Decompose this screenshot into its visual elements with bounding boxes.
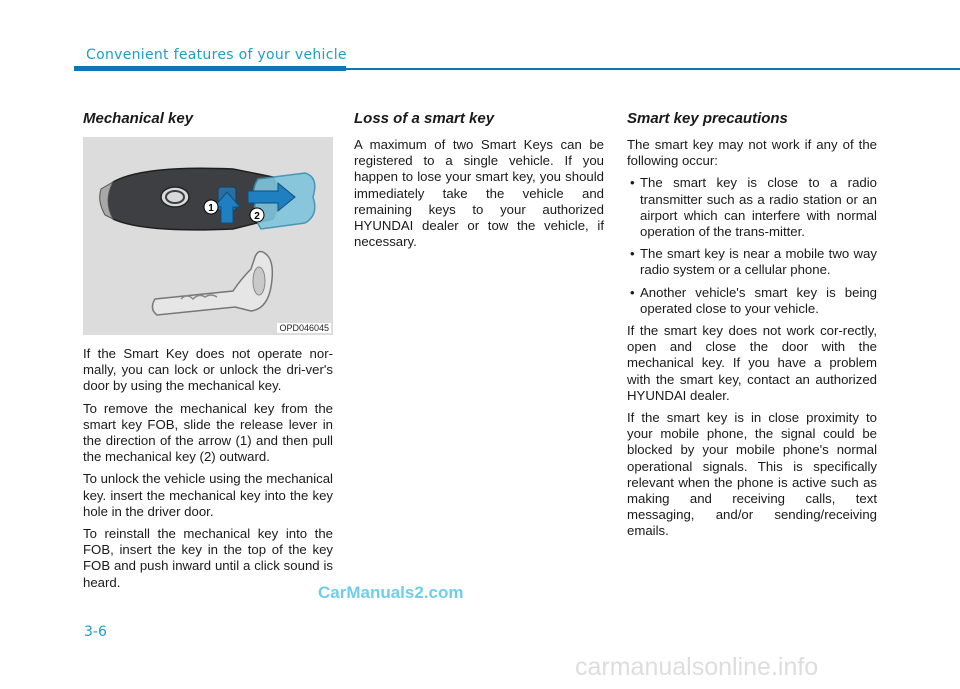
key-fob-illustration [83,137,333,335]
figure-code: OPD046045 [279,323,329,333]
precautions-list [627,175,877,317]
watermark-link[interactable]: CarManuals2.com [318,583,464,602]
mechanical-key-para: If the Smart Key does not operate nor-mally, you can lock or unlock the dri-ver's door by using the mechanical key. [83,346,333,394]
loss-heading: Loss of a smart key [354,110,495,127]
smart-key-precautions-section [627,110,877,546]
loss-of-smart-key-section [354,110,604,256]
figure-label-1: 1 [208,203,214,214]
mechanical-key-para: To unlock the vehicle using the mechanical key. insert the mechanical key into the key hole in the driver door. [83,471,333,519]
bullet-icon: • [630,246,635,262]
list-item [627,246,877,278]
page-header-title: Convenient features of your vehicle [86,47,347,63]
bullet-text: Another vehicle's smart key is being operated close to your vehicle. [640,284,877,316]
precautions-para: If the smart key does not work cor-rectly, open and close the door with the mechanical key. If you have a problem with the smart key, contact an authorized HYUNDAI dealer. [627,323,877,403]
mechanical-key-para: To remove the mechanical key from the smart key FOB, slide the release lever in the direction of the arrow (1) and then pull the mechanical key (2) outward. [83,400,333,465]
figure-label-2: 2 [254,211,260,222]
bullet-text: The smart key is near a mobile two way radio system or a cellular phone. [640,246,877,278]
list-item [627,285,877,317]
page-number: 3-6 [84,624,107,640]
watermark-text: carmanualsonline.info [575,653,819,681]
mechanical-key-section [83,110,333,597]
list-item [627,175,877,240]
bullet-text: The smart key is close to a radio transmitter such as a radio station or an airport which can interfere with normal operation of the trans-mitter. [640,175,877,240]
mechanical-key-para: To reinstall the mechanical key into the FOB, insert the key in the top of the key FOB and push inward until a click sound is heard. [83,526,333,590]
header-bar-thin [346,68,960,70]
header-bar-thick [74,66,346,71]
key-fob-figure [83,137,333,335]
loss-para: A maximum of two Smart Keys can be registered to a single vehicle. If you happen to lose your smart key, you should immediately take the vehicle and remaining keys to your authorized HYUNDAI dealer or tow the vehicle, if necessary. [354,137,604,250]
bullet-icon: • [630,284,635,300]
precautions-heading: Smart key precautions [627,110,788,127]
mechanical-key-heading: Mechanical key [83,110,194,127]
precautions-intro: The smart key may not work if any of the following occur: [627,137,877,169]
bullet-icon: • [630,175,635,191]
precautions-para: If the smart key is in close proximity to your mobile phone, the signal could be blocked by your mobile phone's normal operational signals. This is specifically relevant when the phone is active such as making and receiving calls, text messaging, and/or sending/receiving emails. [627,410,877,539]
